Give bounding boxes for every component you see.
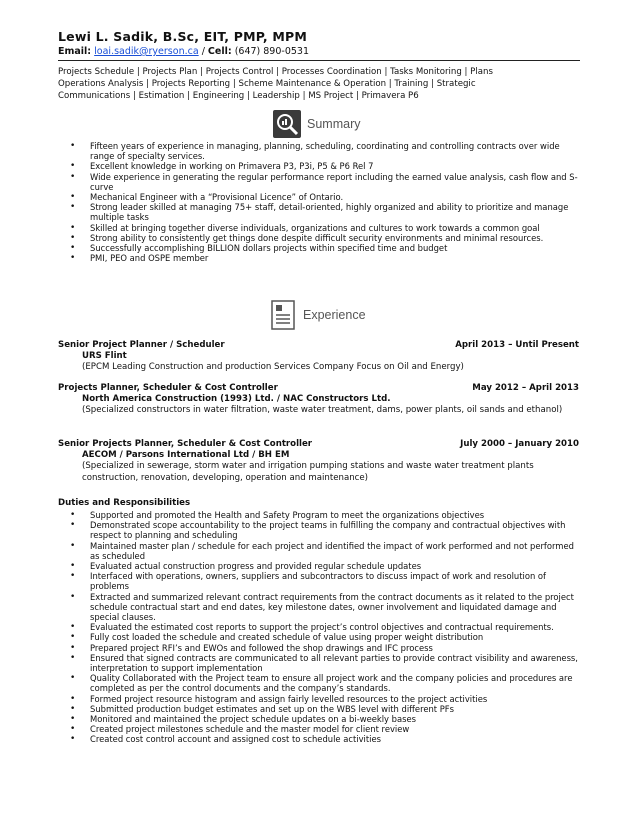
- bullet-item: • Formed project resource histogram and assign fairly levelled resources to the project activities: [58, 694, 580, 704]
- bullet-item: • Mechanical Engineer with a “Provisional Licence” of Ontario.: [58, 192, 580, 202]
- bullet-item: • Excellent knowledge in working on Primavera P3, P3i, P5 & P6 Rel 7: [58, 161, 580, 171]
- cell-number: (647) 890-0531: [234, 46, 309, 57]
- bullet-item: • Created cost control account and assigned cost to schedule activities: [58, 734, 580, 744]
- skills-line: Communications | Estimation | Engineering | Leadership | MS Project | Primavera P6: [58, 91, 419, 101]
- bullet-item: • Strong ability to consistently get things done despite difficult security environments and minimal resources.: [58, 233, 580, 243]
- summary-list: [58, 141, 580, 263]
- job-dates: April 2013 – Until Present: [455, 340, 579, 350]
- header-divider: [58, 60, 580, 61]
- bullet-item: • Demonstrated scope accountability to the project teams in fulfilling the company and contractual objectives with respect to planning and scheduling: [58, 520, 580, 540]
- bullet-item: • Created project milestones schedule and the master model for client review: [58, 724, 580, 734]
- email-link[interactable]: loai.sadik@ryerson.ca: [94, 46, 199, 57]
- job-company: URS Flint: [82, 351, 127, 362]
- bullet-item: • PMI, PEO and OSPE member: [58, 253, 580, 263]
- bullet-item: • Extracted and summarized relevant contract requirements from the contract documents as it related to the project schedule contractual start and end dates, key milestone dates, owner involvement and liquidated damage and special clauses.: [58, 592, 580, 623]
- experience-heading: [268, 300, 366, 330]
- bullet-item: • Supported and promoted the Health and Safety Program to meet the organizations objectives: [58, 510, 580, 520]
- job-dates: July 2000 – January 2010: [460, 439, 579, 449]
- bullet-item: • Ensured that signed contracts are communicated to all relevant parties to provide contract visibility and awareness, interpretation to support implementation: [58, 653, 580, 673]
- bullet-item: • Quality Collaborated with the Project team to ensure all project work and the company policies and procedures are completed as per the control documents and the company’s standards.: [58, 673, 580, 693]
- document-icon: [268, 300, 298, 330]
- magnifier-chart-icon: [272, 109, 302, 139]
- contact-separator: /: [201, 46, 205, 57]
- cell-label: Cell:: [207, 46, 232, 57]
- job-description: (Specialized constructors in water filtration, waste water treatment, dams, power plants, oil sands and ethanol): [82, 405, 563, 416]
- job-description: (Specialized in sewerage, storm water and irrigation pumping stations and waste water treatment plants construction, renovation, developing, operation and maintenance): [82, 461, 534, 483]
- duties-title: Duties and Responsibilities: [58, 498, 191, 508]
- contact-line: [58, 46, 309, 57]
- job-entry: [58, 439, 579, 484]
- job-dates: May 2012 – April 2013: [472, 383, 579, 393]
- skills-line: Operations Analysis | Projects Reporting | Scheme Maintenance & Operation | Training | Strategic: [58, 79, 476, 89]
- job-entry: [58, 383, 579, 417]
- bullet-item: • Maintained master plan / schedule for each project and identified the impact of work performed and not performed as scheduled: [58, 541, 580, 561]
- bullet-item: • Interfaced with operations, owners, suppliers and subcontractors to discuss impact of work and resolution of problems: [58, 571, 580, 591]
- bullet-item: • Wide experience in generating the regular performance report including the earned value analysis, cash flow and S-curve: [58, 172, 580, 192]
- bullet-item: • Prepared project RFI’s and EWOs and followed the shop drawings and IFC process: [58, 643, 580, 653]
- job-entry: [58, 340, 579, 374]
- experience-title: Experience: [303, 308, 366, 322]
- job-company: North America Construction (1993) Ltd. / NAC Constructors Ltd.: [82, 394, 391, 405]
- bullet-item: • Submitted production budget estimates and set up on the WBS level with different PFs: [58, 704, 580, 714]
- job-role: Senior Project Planner / Scheduler: [58, 340, 225, 350]
- skills-block: [58, 66, 583, 102]
- email-label: Email:: [58, 46, 92, 57]
- summary-heading: [272, 109, 360, 139]
- bullet-item: • Evaluated the estimated cost reports to support the project’s control objectives and contractual requirements.: [58, 622, 580, 632]
- bullet-item: • Fully cost loaded the schedule and created schedule of value using proper weight distribution: [58, 632, 580, 642]
- summary-title: Summary: [307, 117, 361, 131]
- bullet-item: • Strong leader skilled at managing 75+ staff, detail-oriented, highly organized and ability to prioritize and manage multiple tasks: [58, 202, 580, 222]
- duties-list: [58, 510, 580, 745]
- bullet-item: • Fifteen years of experience in managing, planning, scheduling, coordinating and controlling contracts over wide range of specialty services.: [58, 141, 580, 161]
- job-role: Projects Planner, Scheduler & Cost Controller: [58, 383, 278, 393]
- skills-line: Projects Schedule | Projects Plan | Projects Control | Processes Coordination | Tasks Monitoring | Plans: [58, 67, 493, 77]
- bullet-item: • Skilled at bringing together diverse individuals, organizations and cultures to work towards a common goal: [58, 223, 580, 233]
- bullet-item: • Evaluated actual construction progress and provided regular schedule updates: [58, 561, 580, 571]
- job-description: (EPCM Leading Construction and production Services Company Focus on Oil and Energy): [82, 362, 464, 373]
- bullet-item: • Monitored and maintained the project schedule updates on a bi-weekly bases: [58, 714, 580, 724]
- job-role: Senior Projects Planner, Scheduler & Cost Controller: [58, 439, 313, 449]
- job-company: AECOM / Parsons International Ltd / BH EM: [82, 450, 290, 461]
- bullet-item: • Successfully accomplishing BILLION dollars projects within specified time and budget: [58, 243, 580, 253]
- candidate-name: Lewi L. Sadik, B.Sc, EIT, PMP, MPM: [58, 29, 308, 44]
